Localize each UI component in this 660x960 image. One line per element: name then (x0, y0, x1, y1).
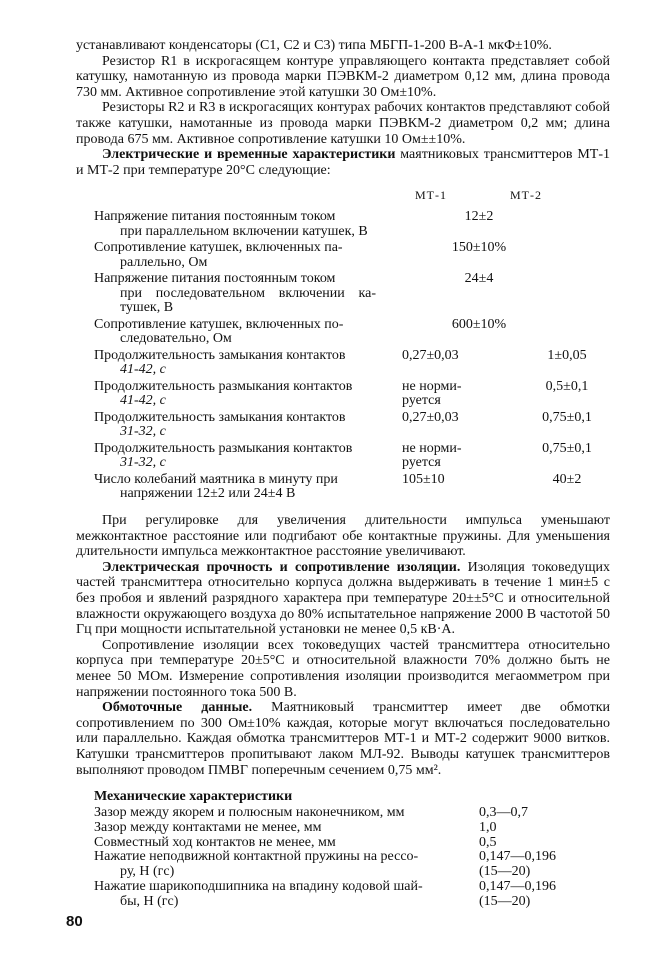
spec-label: Продолжительность замыкания контактов (94, 347, 346, 363)
insulation-text: Изоляция токоведущих частей трансмиттера относительно корпуса должна выдерживать в течение 1 мин±5 с без пробоя и явлений разрядного характера при температуре 20±±5°С и относительной влажности окружающего воздуха до 80% испытательное напряжение 2000 В частотой 50 Гц при мощности испытательной установки не менее 0,5 кВ·А. (76, 559, 611, 638)
spec-value-merged: 600±10% (451, 316, 507, 332)
spec-value-mt1: 105±10 (402, 471, 445, 487)
page-number: 80 (66, 913, 83, 930)
mech-row (94, 836, 574, 851)
spec-row (94, 411, 594, 440)
spec-row (94, 272, 594, 316)
spec-row (94, 380, 594, 409)
spec-row (94, 442, 594, 471)
winding-text: Маятниковый трансмиттер имеет две обмотки сопротивлением по 300 Ом±10% каждая, которые могут включаться последовательно или параллельно. Каждая обмотка трансмиттеров МТ-1 и МТ-2 содержит 9000 витков. Катушки трансмиттеров пропитывают лаком МЛ-92. Выводы катушек трансмиттеров выполняют проводом ПМВГ поперечным сечением 0,75 мм². (76, 700, 610, 778)
spec-table (94, 210, 594, 504)
mech-label: Зазор между якорем и полюсным наконечником, мм (94, 805, 405, 820)
spec-value-mt2: 0,5±0,1 (545, 378, 589, 394)
heading-winding-data: Обмоточные данные. (102, 700, 253, 716)
spec-label-cont: напряжении 12±2 или 24±4 В (120, 486, 296, 501)
spec-label: Сопротивление катушек, включенных па- (94, 240, 343, 255)
mech-value: 0,3—0,7 (479, 805, 528, 820)
mech-value: 1,0 (479, 819, 497, 835)
spec-label: Продолжительность размыкания контактов (94, 378, 353, 394)
paragraph-resistor-r1: Резистор R1 в искрогасящем контуре управляющего контакта представляет собой катушку, намотанную из провода марки ПЭВКМ-2 диаметром 0,12 мм, длина провода 730 мм. Активное сопротивление этой катушки 30 Ом±10%. (76, 53, 610, 100)
mech-row (94, 850, 574, 880)
mech-value-gs: (15—20) (479, 864, 531, 880)
heading-insulation: Электрическая прочность и сопротивление изоляции. (102, 559, 461, 575)
spec-label-cont: следовательно, Ом (120, 331, 232, 346)
spec-row (94, 318, 594, 347)
mechanical-table (94, 806, 574, 910)
heading-electrical-characteristics: Электрические и временные характеристики (102, 147, 396, 163)
spec-label: Продолжительность размыкания контактов (94, 440, 353, 456)
spec-value-mt2: 40±2 (552, 471, 582, 487)
spec-value-mt1: 0,27±0,03 (402, 409, 459, 425)
mech-row (94, 821, 574, 836)
spec-label: Число колебаний маятника в минуту при (94, 471, 338, 487)
spec-row (94, 241, 594, 270)
mech-label: Нажатие неподвижной контактной пружины на рессо- (94, 849, 419, 865)
paragraph-capacitors: устанавливают конденсаторы (C1, C2 и C3) типа МБГП-1-200 В-А-1 мкФ±10%. (76, 38, 552, 53)
mech-row (94, 806, 574, 821)
electrical-intro-text: маятниковых трансмиттеров МТ-1 и МТ-2 при температуре 20°С следующие: (76, 147, 610, 178)
paragraph-resistors-r2-r3: Резисторы R2 и R3 в искрогасящих контурах рабочих контактов представляют собой также катушки, намотанные из провода марки ПЭВКМ-2 диаметром 0,2 мм; длина провода 675 мм. Активное сопротивление катушки 10 Ом±±10%. (76, 100, 610, 147)
paragraph-winding-data (76, 700, 610, 778)
spec-label-cont: 31-32, с (120, 424, 166, 439)
heading-mechanical-characteristics: Механические характеристики (94, 789, 293, 804)
spec-label-cont: 41-42, с (120, 393, 166, 408)
spec-value-merged: 150±10% (451, 240, 507, 255)
spec-value-mt2: 0,75±0,1 (542, 409, 592, 425)
spec-value-mt1: 0,27±0,03 (402, 347, 459, 363)
spec-label-cont: при параллельном включении катушек, В (120, 223, 368, 239)
spec-label-cont: 41-42, с (120, 362, 166, 377)
spec-value-mt2: 1±0,05 (547, 347, 587, 363)
spec-label-cont: при последовательном включении ка-тушек, В (120, 285, 376, 315)
spec-label-cont: 31-32, с (120, 455, 166, 470)
column-header-mt2: МТ-2 (510, 188, 542, 202)
mech-value: 0,147—0,196 (479, 878, 556, 894)
spec-value-mt1: не норми-руется (402, 440, 462, 470)
mech-value-gs: (15—20) (479, 893, 531, 909)
mech-value: 0,147—0,196 (479, 849, 556, 865)
mech-label: Зазор между контактами не менее, мм (94, 819, 322, 835)
spec-label: Напряжение питания постоянным током (94, 271, 336, 286)
column-header-mt1: МТ-1 (415, 188, 447, 202)
paragraph-insulation-strength (76, 560, 610, 638)
spec-label: Сопротивление катушек, включенных по- (94, 316, 344, 332)
spec-row (94, 349, 594, 378)
spec-row (94, 473, 594, 502)
spec-value-mt1: не норми-руется (402, 378, 462, 408)
spec-label: Продолжительность замыкания контактов (94, 409, 346, 425)
paragraph-adjustment: При регулировке для увеличения длительности импульса уменьшают межконтактное расстояние или подгибают обе контактные пружины. Для уменьшения длительности импульса межконтактное расстояние увеличивают. (76, 513, 610, 560)
mech-label: Совместный ход контактов не менее, мм (94, 834, 336, 850)
mech-row (94, 880, 574, 910)
paragraph-electrical-intro (76, 147, 610, 178)
spec-label-cont: раллельно, Ом (120, 254, 208, 270)
mech-label: Нажатие шарикоподшипника на впадину кодовой шай- (94, 878, 423, 894)
spec-value-merged: 12±2 (464, 209, 494, 224)
mech-value: 0,5 (479, 834, 497, 850)
spec-row (94, 210, 594, 239)
spec-value-merged: 24±4 (464, 271, 494, 286)
body-text (76, 513, 610, 778)
mech-label-cont: бы, Н (гс) (120, 893, 179, 909)
paragraph-insulation-resistance: Сопротивление изоляции всех токоведущих частей трансмиттера относительно корпуса при температуре 20±5°С и относительной влажности 70% должно быть не менее 50 МОм. Измерение сопротивления изоляции производится мегаомметром при напряжении постоянного тока 500 В. (76, 637, 610, 700)
intro-text (76, 38, 610, 178)
mech-label-cont: ру, Н (гс) (120, 864, 175, 880)
spec-label: Напряжение питания постоянным током (94, 209, 336, 224)
spec-value-mt2: 0,75±0,1 (542, 440, 592, 456)
